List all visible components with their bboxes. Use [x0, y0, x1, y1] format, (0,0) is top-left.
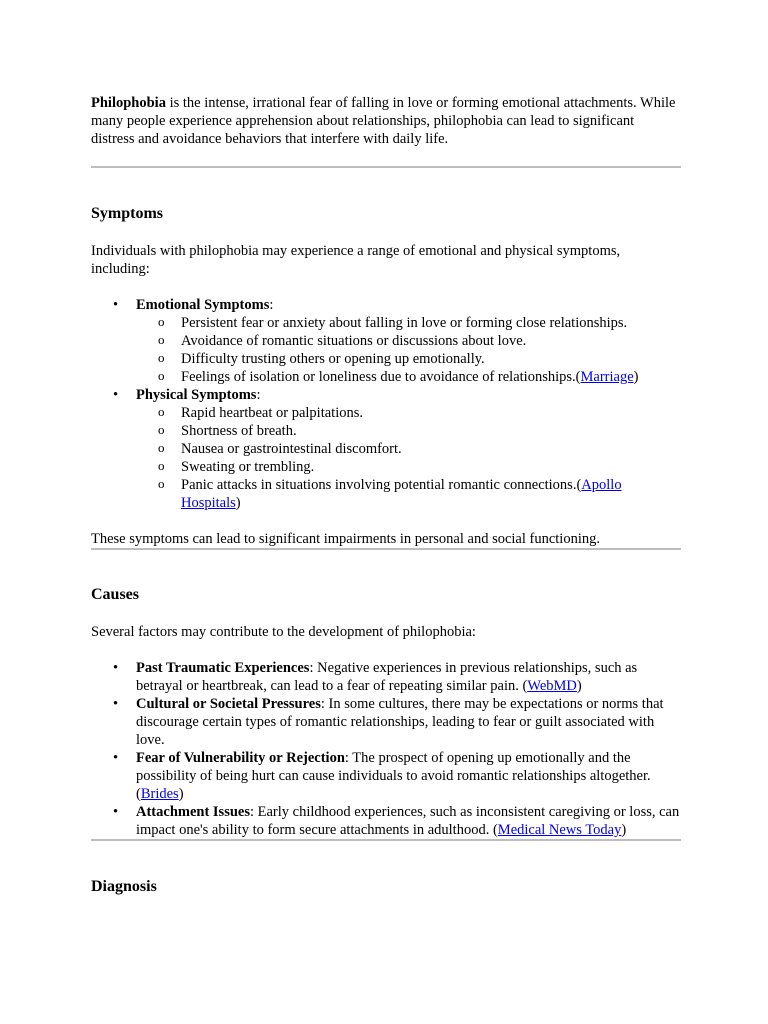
intro-paragraph [91, 94, 681, 148]
list-item: o Persistent fear or anxiety about falling in love or forming close relationships. [136, 314, 681, 332]
list-item: o Rapid heartbeat or palpitations. [136, 404, 681, 422]
emotional-symptoms-sublist [136, 314, 681, 386]
cause-label: Attachment Issues [136, 804, 250, 820]
cause-label: Cultural or Societal Pressures [136, 696, 321, 712]
cause-text: : In some cultures, there may be expectations or norms that discourage certain types of romantic relationships, leading to fear or guilt associated with love. [136, 696, 664, 748]
cause-text: : The prospect of opening up emotionally and the possibility of being hurt can cause individuals to avoid romantic relationships altogether. ( [136, 750, 651, 802]
cause-text: : Early childhood experiences, such as inconsistent caregiving or loss, can impact one's ability to form secure attachments in adulthood. ( [136, 804, 680, 838]
list-item-text: Panic attacks in situations involving potential romantic connections. [181, 477, 577, 493]
list-item: • Past Traumatic Experiences: Negative experiences in previous relationships, such as betrayal or heartbreak, can lead to a fear of repeating similar pain. (WebMD) [91, 659, 681, 695]
cause-label: Fear of Vulnerability or Rejection [136, 750, 345, 766]
causes-heading: Causes [91, 586, 140, 603]
list-item: o Difficulty trusting others or opening up emotionally. [136, 350, 681, 368]
divider [91, 166, 681, 168]
document-body [91, 94, 681, 897]
physical-symptoms-label: Physical Symptoms [136, 387, 257, 403]
symptoms-list [91, 296, 681, 512]
marriage-link[interactable]: Marriage [580, 369, 634, 385]
list-item-text: Feelings of isolation or loneliness due to avoidance of relationships. [181, 369, 576, 385]
emotional-symptoms-label: Emotional Symptoms [136, 297, 270, 313]
medical-news-today-link[interactable]: Medical News Today [497, 822, 622, 838]
list-item: o Nausea or gastrointestinal discomfort. [136, 440, 681, 458]
intro-text: is the intense, irrational fear of falling in love or forming emotional attachments. While many people experience apprehension about relationships, philophobia can lead to significant distress and avoidance behaviors that interfere with daily life. [91, 95, 676, 147]
causes-list [91, 659, 681, 839]
list-item: • Fear of Vulnerability or Rejection: The prospect of opening up emotionally and the possibility of being hurt can cause individuals to avoid romantic relationships altogether. (Brides) [91, 749, 681, 803]
list-item: o Panic attacks in situations involving potential romantic connections.(Apollo Hospitals) [136, 476, 681, 512]
list-item [91, 695, 681, 749]
list-item: o Feelings of isolation or loneliness due to avoidance of relationships.(Marriage) [136, 368, 681, 386]
cause-label: Past Traumatic Experiences [136, 660, 310, 676]
diagnosis-heading: Diagnosis [91, 878, 157, 895]
list-item: • Physical Symptoms: o Rapid heartbeat or palpitations. o Shortness of breath. o Nausea or gastrointestinal discomfort. o Sweating or trembling. o Panic attacks in situations involving potential romantic connections.(Apollo Hospitals) [91, 386, 681, 512]
list-item: o Shortness of breath. [136, 422, 681, 440]
causes-intro: Several factors may contribute to the development of philophobia: [91, 624, 476, 640]
apollo-hospitals-link[interactable]: Apollo Hospitals [181, 477, 622, 511]
brides-link[interactable]: Brides [140, 786, 179, 802]
list-item: o Sweating or trembling. [136, 458, 681, 476]
divider [91, 548, 681, 550]
webmd-link[interactable]: WebMD [527, 678, 577, 694]
divider [91, 839, 681, 841]
list-item: o Avoidance of romantic situations or discussions about love. [136, 332, 681, 350]
symptoms-closing: These symptoms can lead to significant impairments in personal and social functioning. [91, 531, 600, 547]
list-item: • Attachment Issues: Early childhood experiences, such as inconsistent caregiving or loss, can impact one's ability to form secure attachments in adulthood. (Medical News Today) [91, 803, 681, 839]
physical-symptoms-sublist [136, 404, 681, 512]
symptoms-heading: Symptoms [91, 205, 164, 222]
cause-text: : Negative experiences in previous relationships, such as betrayal or heartbreak, can lead to a fear of repeating similar pain. ( [136, 660, 638, 694]
list-item: • Emotional Symptoms: o Persistent fear or anxiety about falling in love or forming close relationships. o Avoidance of romantic situations or discussions about love. o Difficulty trusting others or opening up emotionally. o Feelings of isolation or loneliness due to avoidance of relationships.(Marriage) [91, 296, 681, 386]
intro-term: Philophobia [91, 95, 166, 111]
symptoms-intro: Individuals with philophobia may experience a range of emotional and physical symptoms, including: [91, 243, 621, 277]
